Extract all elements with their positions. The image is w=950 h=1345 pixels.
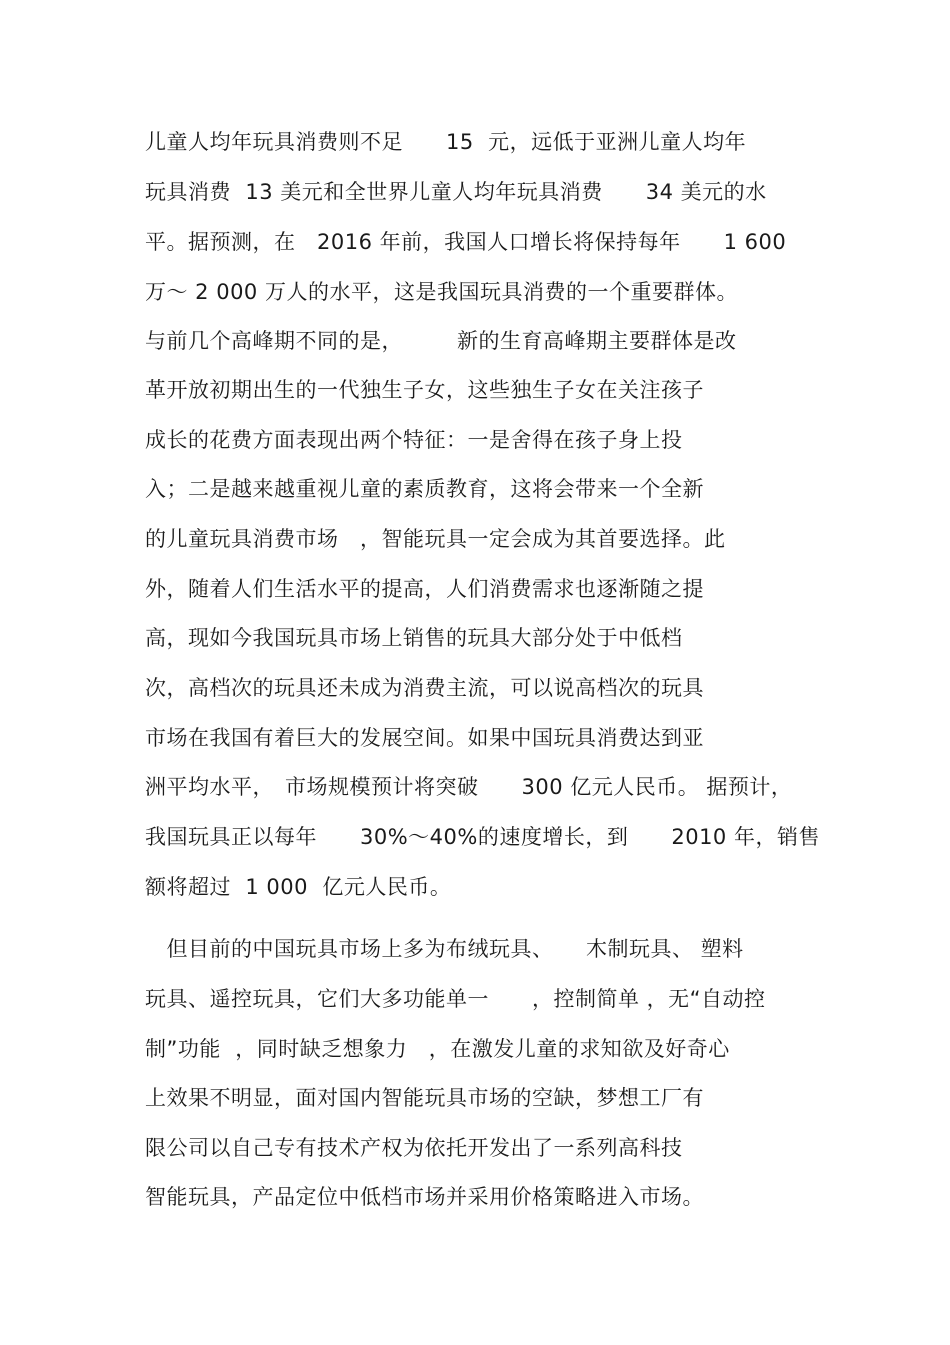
text-line: 限公司以自己专有技术产权为依托开发出了一系列高科技 [145, 1136, 683, 1160]
text-line: 万～ 2 000 万人的水平，这是我国玩具消费的一个重要群体。 [145, 280, 738, 304]
text-line: 市场在我国有着巨大的发展空间。如果中国玩具消费达到亚 [145, 726, 704, 750]
text-line: 智能玩具，产品定位中低档市场并采用价格策略进入市场。 [145, 1185, 704, 1209]
text-line: 制”功能 ，同时缺乏想象力 ，在激发儿童的求知欲及好奇心 [145, 1037, 730, 1061]
text-line: 洲平均水平， 市场规模预计将突破 300 亿元人民币。 据预计， [145, 775, 793, 799]
text-line: 与前几个高峰期不同的是， 新的生育高峰期主要群体是改 [145, 329, 737, 353]
text-line: 外，随着人们生活水平的提高，人们消费需求也逐渐随之提 [145, 577, 704, 601]
text-line: 革开放初期出生的一代独生子女，这些独生子女在关注孩子 [145, 378, 704, 402]
text-line: 玩具消费 13 美元和全世界儿童人均年玩具消费 34 美元的水 [145, 180, 767, 204]
text-line: 我国玩具正以每年 30%～40%的速度增长，到 2010 年，销售 [145, 825, 820, 849]
text-line: 次，高档次的玩具还未成为消费主流，可以说高档次的玩具 [145, 676, 704, 700]
text-line: 高，现如今我国玩具市场上销售的玩具大部分处于中低档 [145, 626, 683, 650]
text-line: 入；二是越来越重视儿童的素质教育，这将会带来一个全新 [145, 477, 704, 501]
text-line: 上效果不明显，面对国内智能玩具市场的空缺，梦想工厂有 [145, 1086, 704, 1110]
text-line: 但目前的中国玩具市场上多为布绒玩具、 木制玩具、 塑料 [145, 937, 744, 961]
text-line: 的儿童玩具消费市场 ，智能玩具一定会成为其首要选择。此 [145, 527, 726, 551]
text-line: 平。据预测，在 2016 年前，我国人口增长将保持每年 1 600 [145, 230, 787, 254]
text-line: 额将超过 1 000 亿元人民币。 [145, 875, 452, 899]
text-line: 玩具、遥控玩具，它们大多功能单一 ，控制简单 ，无“自动控 [145, 987, 766, 1011]
text-line: 儿童人均年玩具消费则不足 15 元，远低于亚洲儿童人均年 [145, 130, 747, 154]
text-line: 成长的花费方面表现出两个特征：一是舍得在孩子身上投 [145, 428, 683, 452]
